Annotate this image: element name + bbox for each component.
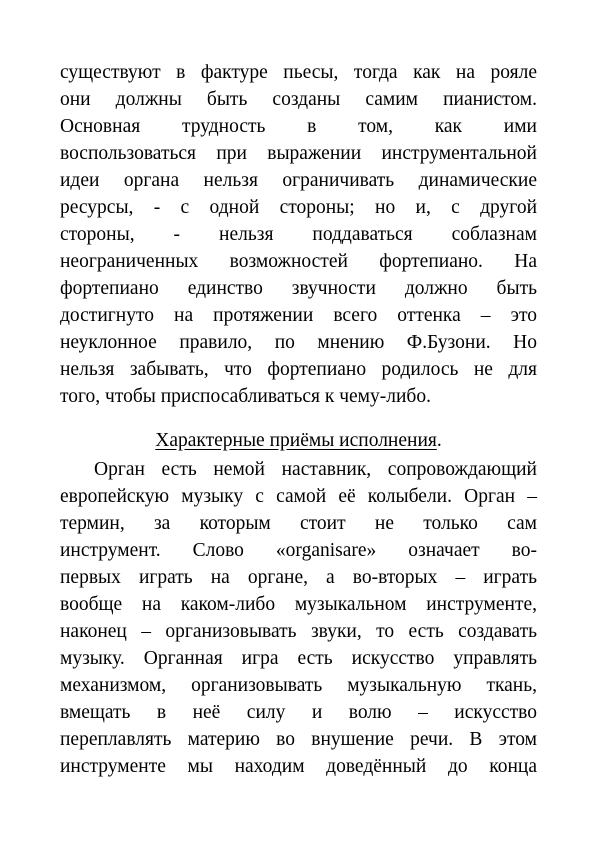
- text-line: Основная трудность в том, как ими: [60, 116, 537, 137]
- text-line: воспользоваться при выражении инструментальной: [60, 143, 537, 164]
- text-line: вмещать в неё силу и волю – искусство: [60, 702, 537, 723]
- text-line: существуют в фактуре пьесы, тогда как на рояле: [60, 62, 537, 83]
- text-line: стороны, - нельзя поддаваться соблазнам: [60, 224, 537, 245]
- text-line: вообще на каком-либо музыкальном инструменте,: [60, 594, 537, 615]
- text-line: инструменте мы находим доведённый до конца: [60, 756, 537, 777]
- text-line: нельзя забывать, что фортепиано родилось не для: [60, 359, 537, 380]
- text-line: Орган есть немой наставник, сопровождающий: [94, 459, 537, 480]
- text-line: неограниченных возможностей фортепиано. На: [60, 251, 537, 272]
- section-heading-period: .: [436, 430, 442, 451]
- text-line: фортепиано единство звучности должно быть: [60, 278, 537, 299]
- text-line: ресурсы, - с одной стороны; но и, с другой: [60, 197, 537, 218]
- text-line: инструмент. Слово «organisare» означает во-: [60, 540, 537, 561]
- section-heading-text: Характерные приёмы исполнения: [155, 430, 437, 451]
- text-line: того, чтобы приспосабливаться к чему-либо.: [60, 386, 431, 407]
- text-line: достигнуто на протяжении всего оттенка – это: [60, 305, 537, 326]
- text-line: термин, за которым стоит не только сам: [60, 513, 537, 534]
- text-line: идеи органа нельзя ограничивать динамические: [60, 170, 537, 191]
- text-line: неуклонное правило, по мнению Ф.Бузони. Но: [60, 332, 537, 353]
- text-line: механизмом, организовывать музыкальную ткань,: [60, 675, 537, 696]
- section-heading: [60, 426, 537, 456]
- text-line: первых играть на органе, а во-вторых – играть: [60, 567, 537, 588]
- text-line: переплавлять материю во внушение речи. В этом: [60, 729, 537, 750]
- text-line: наконец – организовывать звуки, то есть создавать: [60, 621, 537, 642]
- text-line: они должны быть созданы самим пианистом.: [60, 89, 537, 110]
- text-line: европейскую музыку с самой её колыбели. Орган –: [60, 486, 537, 507]
- text-line: музыку. Органная игра есть искусство управлять: [60, 648, 537, 669]
